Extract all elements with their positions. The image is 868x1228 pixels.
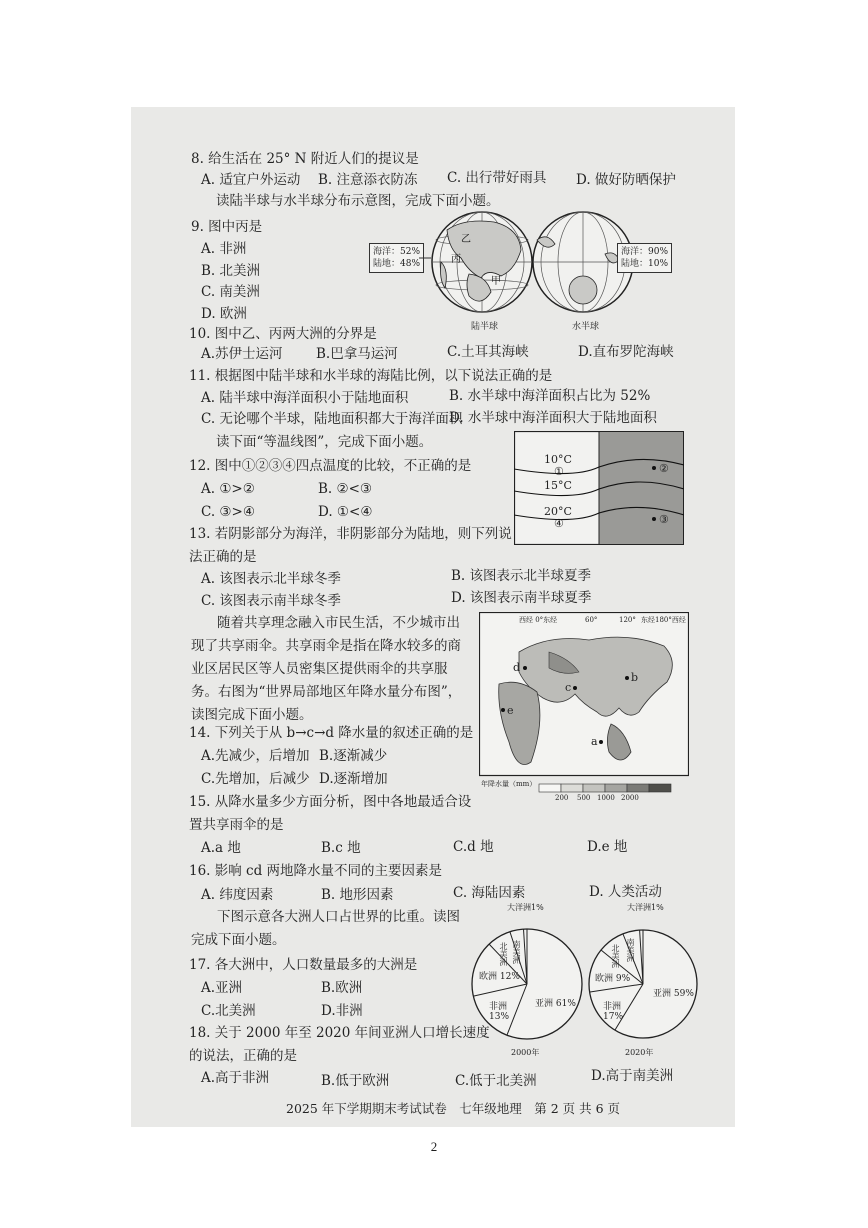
pie2020-europe: 欧洲 9% [595,974,631,984]
q16-option-b: B. 地形因素 [321,887,394,903]
pie2000-oceania: 大洋洲1% [507,903,544,912]
q10-option-d: D.直布罗陀海峡 [578,344,674,360]
water-hemi-land-ratio: 陆地：10% [621,259,669,269]
legend-tick-1000: 1000 [597,794,615,802]
map-lon-label-60: 60° [585,616,598,624]
q13-option-d: D. 该图表示南半球夏季 [451,590,592,606]
page-number: 2 [430,1139,438,1154]
q14-stem: 14. 下列关于从 b→c→d 降水量的叙述正确的是 [189,725,474,741]
water-hemisphere-caption: 水半球 [572,322,600,332]
label-yi: 乙 [461,234,471,245]
legend-tick-2000: 2000 [621,794,639,802]
pie2020-north-america: 北美洲 [611,944,620,968]
q13-option-a: A. 该图表示北半球冬季 [201,571,341,587]
q10-option-b: B.巴拿马运河 [316,346,398,362]
intro-isotherm: 读下面“等温线图”，完成下面小题。 [216,434,433,450]
map-point-d: d [513,661,521,674]
exam-footer: 2025 年下学期期末考试试卷 七年级地理 第 2 页 共 6 页 [286,1101,621,1116]
q14-option-d: D.逐渐增加 [319,771,388,787]
q17-option-a: A.亚洲 [201,980,243,996]
q17-option-b: B.欧洲 [321,980,363,996]
map-point-e: e [507,704,514,717]
map-point-a: a [591,735,598,748]
q15-stem-line1: 15. 从降水量多少方面分析，图中各地最适合设 [189,794,472,810]
q15-option-d: D.e 地 [587,839,628,855]
pie2020-year: 2020年 [625,1048,654,1057]
isotherm-10c: 10°C [544,453,572,466]
pie2020-africa: 非洲 17% [603,1002,624,1022]
q17-option-c: C.北美洲 [201,1003,256,1019]
q18-stem-line1: 18. 关于 2000 年至 2020 年间亚洲人口增长速度 [189,1025,490,1041]
q12-stem: 12. 图中①②③④四点温度的比较，不正确的是 [189,458,472,474]
q18-stem-line2: 的说法，正确的是 [189,1048,297,1064]
q12-option-b: B. ②<③ [318,481,373,497]
map-point-b: b [631,671,639,684]
map-lon-label-180: 东经180°西经 [641,616,686,624]
q15-option-a: A.a 地 [201,840,241,856]
q13-option-c: C. 该图表示南半球冬季 [201,593,341,609]
q11-option-c: C. 无论哪个半球，陆地面积都大于海洋面积 [201,411,463,427]
q18-option-d: D.高于南美洲 [591,1068,674,1084]
q16-option-d: D. 人类活动 [589,884,662,900]
rainfall-map-figure [479,612,689,802]
pie2020-oceania: 大洋洲1% [627,903,664,912]
pie2020-asia: 亚洲 59% [653,989,694,999]
q8-option-b: B. 注意添衣防冻 [318,172,418,188]
land-hemi-land-ratio: 陆地：48% [373,259,421,269]
map-lon-label-120: 120° [619,616,636,624]
q9-option-c: C. 南美洲 [201,284,260,300]
q8-stem: 8. 给生活在 25° N 附近人们的提议是 [191,151,419,167]
legend-tick-500: 500 [577,794,591,802]
q14-option-b: B.逐渐减少 [319,748,388,764]
pie-2000-graphic [469,902,587,1062]
map-point-c: c [565,681,572,694]
scanned-exam-page [131,107,735,1127]
map-lon-label-0: 西经 0°东经 [519,616,558,624]
q11-option-a: A. 陆半球中海洋面积小于陆地面积 [201,390,409,406]
q15-stem-line2: 置共享雨伞的是 [189,817,284,833]
pie2000-south-america: 南美洲 [512,940,521,964]
q16-option-c: C. 海陆因素 [453,885,526,901]
q12-option-d: D. ①<④ [318,504,373,520]
q18-option-a: A.高于非洲 [201,1070,270,1086]
land-hemi-ocean-ratio: 海洋：52% [373,247,421,257]
q13-stem-line1: 13. 若阴影部分为海洋，非阴影部分为陆地，则下列说 [189,526,512,542]
pie2000-year: 2000年 [511,1048,540,1057]
legend-tick-200: 200 [555,794,569,802]
water-hemi-ocean-ratio: 海洋：90% [621,247,669,257]
pie2000-africa: 非洲 13% [489,1002,510,1022]
q15-option-c: C.d 地 [453,839,494,855]
intro-hemispheres: 读陆半球与水半球分布示意图，完成下面小题。 [216,193,500,209]
isotherm-figure [514,431,684,545]
q18-option-c: C.低于北美洲 [455,1073,537,1089]
q11-option-b: B. 水半球中海洋面积占比为 52% [449,388,651,404]
q18-option-b: B.低于欧洲 [321,1073,390,1089]
q10-option-c: C.土耳其海峡 [447,344,529,360]
q9-option-a: A. 非洲 [201,241,247,257]
pie2000-europe: 欧洲 12% [479,972,520,982]
land-hemisphere-caption: 陆半球 [471,322,499,332]
q9-option-d: D. 欧洲 [201,306,247,322]
q16-option-a: A. 纬度因素 [201,887,274,903]
hemisphere-figure [369,210,669,332]
q10-stem: 10. 图中乙、丙两大洲的分界是 [189,326,377,342]
label-jia: 甲 [491,276,501,287]
point-4: ④ [554,517,564,530]
q15-option-b: B.c 地 [321,840,361,856]
q11-option-d: D. 水半球中海洋面积大于陆地面积 [449,410,657,426]
q12-option-a: A. ①>② [201,481,255,497]
q11-stem: 11. 根据图中陆半球和水半球的海陆比例，以下说法正确的是 [189,368,553,384]
q12-option-c: C. ③>④ [201,504,255,520]
q14-option-c: C.先增加，后减少 [201,771,310,787]
point-3: ③ [659,513,669,526]
pie2000-asia: 亚洲 61% [535,999,576,1009]
point-1: ① [554,465,564,478]
q8-option-c: C. 出行带好雨具 [447,170,547,186]
point-2: ② [659,462,669,475]
q8-option-d: D. 做好防晒保护 [576,172,676,188]
q13-option-b: B. 该图表示北半球夏季 [451,568,592,584]
label-bing: 丙 [451,254,461,265]
pie-chart-2020 [587,902,705,1062]
water-hemisphere-ratio-box [617,243,672,273]
pie-chart-2000 [469,902,587,1062]
isotherm-20c: 20°C [544,505,572,518]
q14-option-a: A.先减少，后增加 [201,748,310,764]
q17-stem: 17. 各大洲中，人口数量最多的大洲是 [189,957,418,973]
q17-option-d: D.非洲 [321,1003,363,1019]
q9-stem: 9. 图中丙是 [191,219,263,235]
q9-option-b: B. 北美洲 [201,263,261,279]
intro-population-paragraph: 下图示意各大洲人口占世界的比重。读图完成下面小题。 [191,909,460,948]
q16-stem: 16. 影响 cd 两地降水量不同的主要因素是 [189,863,443,879]
pie2020-south-america: 南美洲 [626,938,635,962]
intro-rain-paragraph: 随着共享理念融入市民生活，不少城市出现了共享雨伞。共享雨伞是指在降水较多的商业区居民区等人员密集区提供雨伞的共享服务。右图为“世界局部地区年降水量分布图”，读图完成下面小题。 [191,615,462,723]
map-legend-title: 年降水量（mm） [481,780,537,788]
q13-stem-line2: 法正确的是 [189,549,257,565]
pie2000-north-america: 北美洲 [499,942,508,966]
q8-option-a: A. 适宜户外运动 [201,172,301,188]
isotherm-15c: 15°C [544,479,572,492]
q10-option-a: A.苏伊士运河 [201,346,283,362]
